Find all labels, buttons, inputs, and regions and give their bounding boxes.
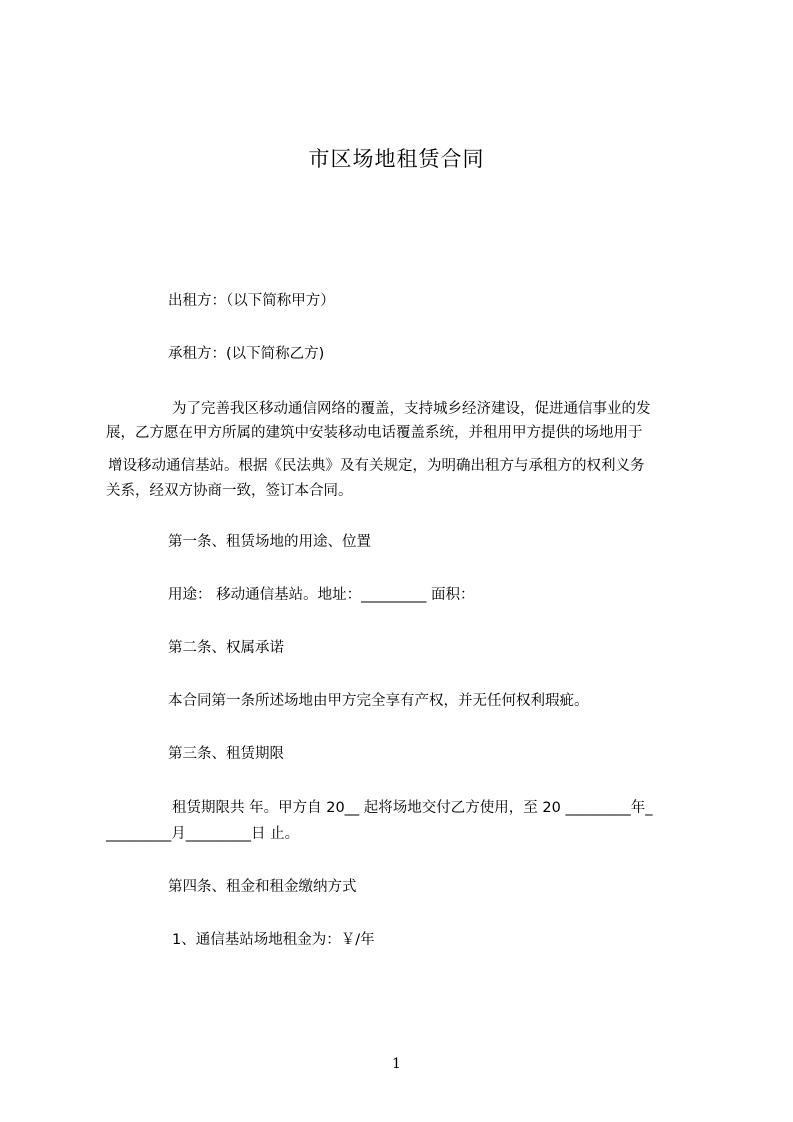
intro-line-3: 增设移动通信基站。根据《民法典》及有关规定，为明确出租方与承租方的权利义务 xyxy=(108,458,645,474)
article-3-heading: 第三条、租赁期限 xyxy=(168,746,284,762)
party-a-line: 出租方：（以下简称甲方） xyxy=(168,293,335,309)
article-3-body-line-2: _________月_________日 止。 xyxy=(106,826,300,842)
article-2-heading: 第二条、权属承诺 xyxy=(168,640,284,656)
article-2-body: 本合同第一条所述场地由甲方完全享有产权，并无任何权利瑕疵。 xyxy=(168,693,589,709)
article-3-body-line-1: 租赁期限共 年。甲方自 20__ 起将场地交付乙方使用，至 20 _________年_ xyxy=(172,800,653,816)
intro-line-1: 为了完善我区移动通信网络的覆盖，支持城乡经济建设，促进通信事业的发 xyxy=(172,401,651,417)
article-4-heading: 第四条、租金和租金缴纳方式 xyxy=(168,879,357,895)
contract-title: 市区场地租赁合同 xyxy=(308,147,485,171)
intro-line-4: 关系，经双方协商一致，签订本合同。 xyxy=(106,483,353,499)
article-1-body: 用途： 移动通信基站。地址：_________ 面积： xyxy=(168,587,475,603)
party-b-line: 承租方：(以下简称乙方) xyxy=(168,346,325,362)
intro-line-2: 展，乙方愿在甲方所属的建筑中安装移动电话覆盖系统，并租用甲方提供的场地用于 xyxy=(106,425,643,441)
article-4-item-1: 1、通信基站场地租金为：￥/年 xyxy=(172,932,375,948)
article-1-heading: 第一条、租赁场地的用途、位置 xyxy=(168,534,371,550)
page-number: 1 xyxy=(392,1056,401,1072)
